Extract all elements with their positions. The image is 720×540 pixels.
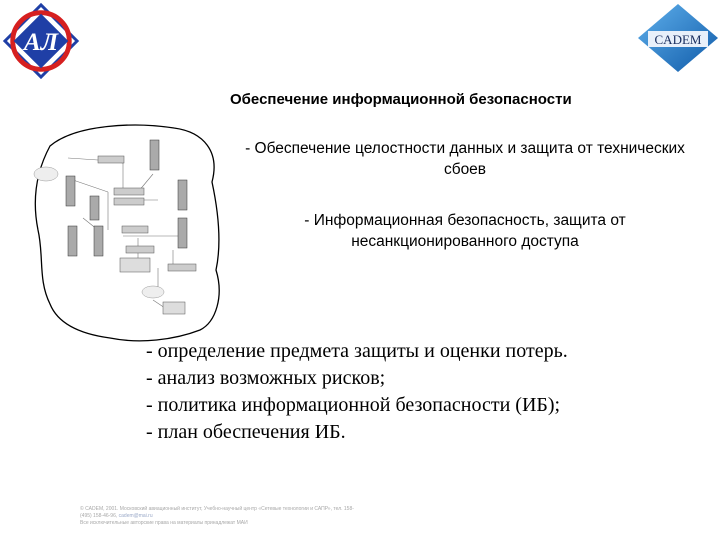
footer-contacts [80,513,354,520]
al-logo [2,2,80,80]
list-item: - анализ возможных рисков; [146,367,386,389]
list-item: - определение предмета защиты и оценки потерь. [146,340,568,362]
list-item: - политика информационной безопасности (ИБ); [146,394,561,416]
footer-copyright: © CADEM, 2001. Московский авиационный институт, Учебно-научный центр «Сетевые технологии и САПР», тел. 158- [80,506,354,512]
cadem-logo-text: CADEM [654,32,702,47]
network-diagram [28,118,228,346]
footer-phone: (495) 158-46-96, [80,513,118,519]
slide-title: Обеспечение информационной безопасности [230,91,572,108]
al-logo-text: АЛ [23,27,59,56]
point-integrity: - Обеспечение целостности данных и защита от технических сбоев [245,140,685,178]
footer-email-link[interactable]: cadem@mai.ru [118,513,153,519]
measures-list [146,338,568,446]
cadem-logo [636,2,720,74]
point-security: - Информационная безопасность, защита от несанкционированного доступа [304,212,626,250]
footer-rights: Все исключительные авторские права на материалы принадлежат МАИ [80,520,248,526]
footer [80,506,354,527]
list-item: - план обеспечения ИБ. [146,421,346,443]
